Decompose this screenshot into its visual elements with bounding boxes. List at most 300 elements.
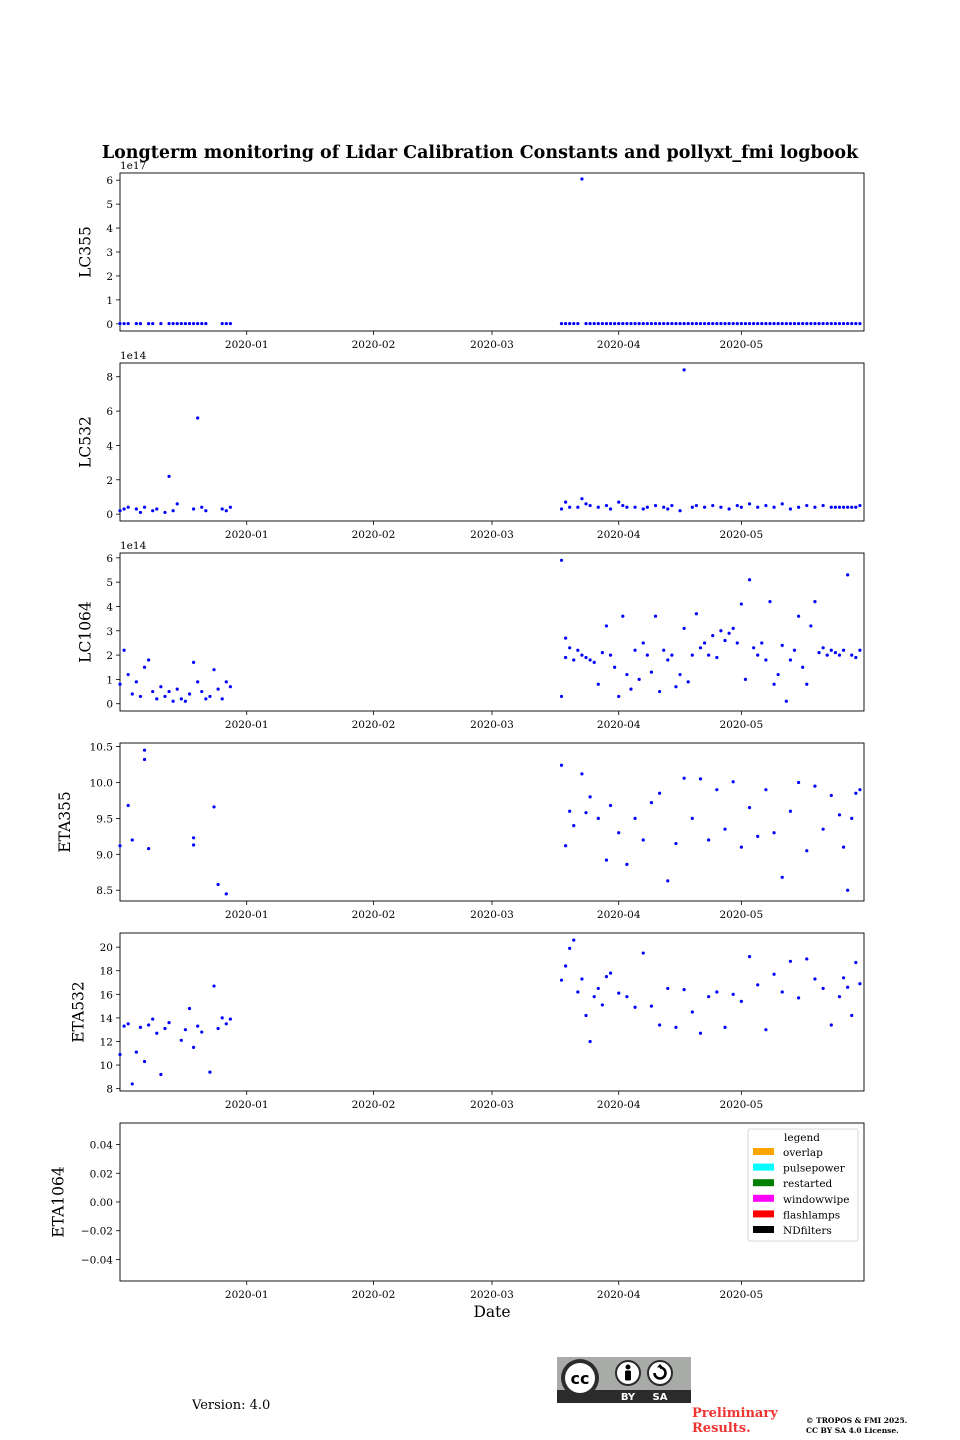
data-point — [683, 777, 686, 780]
x-tick-label: 2020-03 — [470, 339, 514, 351]
data-point — [793, 322, 796, 325]
data-point — [212, 805, 215, 808]
data-point — [650, 671, 653, 674]
data-point — [609, 971, 612, 974]
data-point — [838, 813, 841, 816]
data-point — [809, 322, 812, 325]
data-point — [662, 322, 665, 325]
data-point — [118, 844, 121, 847]
data-point — [229, 1017, 232, 1020]
data-point — [842, 846, 845, 849]
data-point — [666, 879, 669, 882]
data-point — [805, 849, 808, 852]
legend-label-pulsepower: pulsepower — [783, 1162, 845, 1175]
legend-title: legend — [784, 1132, 820, 1144]
data-point — [838, 995, 841, 998]
data-point — [642, 951, 645, 954]
data-point — [822, 646, 825, 649]
data-point — [768, 322, 771, 325]
data-point — [740, 322, 743, 325]
data-point — [617, 695, 620, 698]
data-point — [584, 322, 587, 325]
y-tick-label: 3 — [106, 247, 113, 259]
data-point — [617, 322, 620, 325]
data-point — [772, 831, 775, 834]
data-point — [572, 938, 575, 941]
data-point — [597, 817, 600, 820]
panel-lc355 — [76, 160, 864, 351]
data-point — [229, 685, 232, 688]
data-point — [699, 322, 702, 325]
data-point — [842, 322, 845, 325]
data-point — [147, 847, 150, 850]
data-point — [601, 651, 604, 654]
data-point — [850, 1014, 853, 1017]
data-point — [764, 504, 767, 507]
data-point — [789, 658, 792, 661]
data-point — [740, 1000, 743, 1003]
data-point — [576, 990, 579, 993]
data-point — [593, 661, 596, 664]
data-point — [756, 322, 759, 325]
data-point — [167, 1021, 170, 1024]
data-point — [564, 656, 567, 659]
data-point — [617, 501, 620, 504]
data-point — [846, 506, 849, 509]
copyright-note — [806, 1416, 907, 1436]
data-point — [625, 673, 628, 676]
data-point — [650, 322, 653, 325]
data-point — [229, 506, 232, 509]
data-point — [176, 502, 179, 505]
data-point — [633, 649, 636, 652]
plot-frame — [120, 933, 864, 1091]
data-point — [748, 578, 751, 581]
data-point — [674, 322, 677, 325]
data-point — [188, 692, 191, 695]
data-point — [151, 322, 154, 325]
legend-label-flashlamps: flashlamps — [783, 1209, 841, 1222]
data-point — [221, 322, 224, 325]
data-point — [184, 322, 187, 325]
data-point — [752, 322, 755, 325]
data-point — [633, 817, 636, 820]
data-point — [711, 322, 714, 325]
x-tick-label: 2020-01 — [224, 909, 269, 921]
data-point — [609, 322, 612, 325]
data-point — [777, 322, 780, 325]
data-point — [703, 641, 706, 644]
data-point — [687, 322, 690, 325]
plot-frame — [120, 173, 864, 331]
data-point — [670, 322, 673, 325]
y-tick-label: 0.04 — [89, 1139, 113, 1152]
y-tick-label: 1 — [106, 294, 113, 307]
data-point — [854, 322, 857, 325]
data-point — [584, 502, 587, 505]
x-tick-label: 2020-03 — [470, 1099, 514, 1111]
x-tick-label: 2020-05 — [719, 529, 764, 541]
data-point — [813, 322, 816, 325]
data-point — [658, 792, 661, 795]
data-point — [638, 322, 641, 325]
data-point — [196, 416, 199, 419]
data-point — [589, 504, 592, 507]
data-point — [723, 828, 726, 831]
data-point — [732, 627, 735, 630]
data-point — [748, 955, 751, 958]
data-point — [564, 964, 567, 967]
data-point — [127, 673, 130, 676]
y-tick-label: 0.02 — [89, 1168, 113, 1181]
data-point — [135, 1050, 138, 1053]
data-point — [834, 506, 837, 509]
x-tick-label: 2020-04 — [596, 719, 641, 731]
data-point — [727, 632, 730, 635]
y-tick-label: 10.0 — [89, 777, 113, 790]
data-point — [797, 996, 800, 999]
x-tick-label: 2020-03 — [470, 719, 514, 731]
x-tick-label: 2020-01 — [224, 1289, 269, 1301]
data-point — [707, 322, 710, 325]
data-point — [609, 804, 612, 807]
data-point — [584, 811, 587, 814]
data-point — [176, 688, 179, 691]
data-point — [658, 690, 661, 693]
data-point — [654, 615, 657, 618]
panel-lc1064 — [76, 540, 864, 731]
data-point — [597, 322, 600, 325]
data-point — [752, 646, 755, 649]
data-point — [830, 1023, 833, 1026]
data-point — [858, 982, 861, 985]
data-point — [760, 322, 763, 325]
data-point — [719, 506, 722, 509]
data-point — [184, 1028, 187, 1031]
data-point — [204, 322, 207, 325]
data-point — [777, 673, 780, 676]
data-point — [719, 629, 722, 632]
data-point — [695, 612, 698, 615]
data-point — [122, 322, 125, 325]
y-tick-label: 10 — [99, 1060, 113, 1073]
sa-label: SA — [652, 1392, 668, 1403]
data-point — [613, 322, 616, 325]
y-axis-label: ETA532 — [69, 981, 88, 1043]
panel-lc532 — [76, 350, 864, 541]
data-point — [691, 817, 694, 820]
data-point — [642, 838, 645, 841]
data-point — [666, 322, 669, 325]
copyright-line-1: © TROPOS & FMI 2025. — [806, 1416, 908, 1425]
x-tick-label: 2020-02 — [351, 1289, 396, 1301]
data-point — [151, 1017, 154, 1020]
data-point — [572, 824, 575, 827]
y-tick-label: 4 — [106, 223, 113, 236]
data-point — [192, 836, 195, 839]
data-point — [826, 653, 829, 656]
y-tick-label: 0.00 — [89, 1197, 113, 1209]
data-point — [143, 749, 146, 752]
data-point — [192, 507, 195, 510]
data-point — [674, 1026, 677, 1029]
legend-label-windowwipe: windowwipe — [783, 1193, 850, 1206]
data-point — [707, 653, 710, 656]
data-point — [172, 322, 175, 325]
y-tick-label: 8.5 — [96, 885, 113, 898]
y-axis-label: LC532 — [76, 416, 95, 468]
y-offset-text: 1e14 — [120, 350, 147, 362]
panel-eta532 — [70, 933, 864, 1111]
x-tick-label: 2020-04 — [596, 529, 641, 541]
data-point — [838, 653, 841, 656]
data-point — [797, 615, 800, 618]
data-point — [139, 322, 142, 325]
data-point — [605, 858, 608, 861]
data-point — [131, 1082, 134, 1085]
data-point — [826, 322, 829, 325]
data-point — [229, 322, 232, 325]
data-point — [813, 977, 816, 980]
data-point — [625, 995, 628, 998]
data-point — [858, 649, 861, 652]
data-point — [662, 649, 665, 652]
data-point — [617, 992, 620, 995]
data-point — [834, 651, 837, 654]
x-tick-label: 2020-02 — [351, 1099, 396, 1111]
data-point — [629, 688, 632, 691]
legend-swatch-pulsepower — [753, 1164, 774, 1171]
cc-license-badge — [557, 1357, 691, 1403]
data-point — [621, 322, 624, 325]
data-point — [589, 658, 592, 661]
data-point — [593, 322, 596, 325]
data-point — [674, 842, 677, 845]
x-tick-label: 2020-02 — [351, 909, 396, 921]
data-point — [723, 639, 726, 642]
data-point — [711, 634, 714, 637]
y-tick-label: 6 — [106, 175, 113, 188]
data-point — [597, 506, 600, 509]
x-tick-label: 2020-05 — [719, 1099, 764, 1111]
legend-swatch-windowwipe — [753, 1195, 774, 1202]
data-point — [196, 1025, 199, 1028]
data-point — [163, 1027, 166, 1030]
data-point — [564, 636, 567, 639]
y-tick-label: 8 — [106, 1083, 113, 1096]
data-point — [613, 666, 616, 669]
data-point — [155, 697, 158, 700]
data-point — [646, 506, 649, 509]
data-point — [180, 697, 183, 700]
data-point — [703, 506, 706, 509]
y-tick-label: 10.5 — [89, 741, 113, 754]
y-axis-label: LC1064 — [76, 601, 95, 663]
x-tick-label: 2020-01 — [224, 339, 269, 351]
data-point — [147, 322, 150, 325]
data-point — [118, 1053, 121, 1056]
data-point — [192, 661, 195, 664]
x-tick-label: 2020-02 — [351, 719, 396, 731]
data-point — [723, 322, 726, 325]
data-point — [683, 368, 686, 371]
data-point — [184, 700, 187, 703]
data-point — [147, 1023, 150, 1026]
data-point — [666, 987, 669, 990]
data-point — [813, 506, 816, 509]
data-point — [127, 506, 130, 509]
data-point — [650, 801, 653, 804]
x-tick-label: 2020-01 — [224, 1099, 269, 1111]
data-point — [654, 504, 657, 507]
y-tick-label: 18 — [99, 965, 113, 978]
data-point — [789, 960, 792, 963]
data-point — [192, 843, 195, 846]
data-point — [564, 844, 567, 847]
data-point — [830, 649, 833, 652]
data-point — [172, 700, 175, 703]
data-point — [662, 506, 665, 509]
data-point — [744, 322, 747, 325]
y-tick-label: 1 — [106, 674, 113, 687]
data-point — [151, 690, 154, 693]
legend-label-overlap: overlap — [783, 1147, 823, 1159]
data-point — [572, 322, 575, 325]
share-alike-icon — [648, 1361, 672, 1385]
preliminary-line-2: Results. — [692, 1421, 751, 1436]
data-point — [192, 1046, 195, 1049]
panel-eta1064 — [50, 1123, 865, 1301]
y-tick-label: 5 — [106, 199, 113, 212]
legend-swatch-restarted — [753, 1179, 774, 1186]
x-tick-label: 2020-05 — [719, 1289, 764, 1301]
data-point — [789, 810, 792, 813]
data-point — [822, 828, 825, 831]
data-point — [122, 1025, 125, 1028]
data-point — [830, 322, 833, 325]
data-point — [196, 680, 199, 683]
data-point — [597, 987, 600, 990]
data-point — [838, 322, 841, 325]
data-point — [854, 506, 857, 509]
data-point — [118, 322, 121, 325]
chart-title: Longterm monitoring of Lidar Calibration Constants and pollyxt_fmi logbook — [101, 143, 859, 163]
x-tick-label: 2020-01 — [224, 529, 269, 541]
data-point — [756, 983, 759, 986]
data-point — [131, 838, 134, 841]
y-tick-label: 4 — [106, 601, 113, 614]
data-point — [695, 322, 698, 325]
data-point — [858, 322, 861, 325]
data-point — [225, 509, 228, 512]
data-point — [221, 507, 224, 510]
data-point — [678, 673, 681, 676]
y-tick-label: 3 — [106, 625, 113, 638]
data-point — [589, 795, 592, 798]
data-point — [601, 1003, 604, 1006]
y-tick-label: 12 — [99, 1036, 113, 1049]
y-tick-label: 0 — [106, 509, 113, 522]
y-tick-label: 6 — [106, 552, 113, 565]
data-point — [740, 506, 743, 509]
x-tick-label: 2020-03 — [470, 1289, 514, 1301]
data-point — [683, 988, 686, 991]
data-point — [601, 322, 604, 325]
data-point — [858, 504, 861, 507]
data-point — [740, 602, 743, 605]
data-point — [797, 781, 800, 784]
data-point — [646, 653, 649, 656]
data-point — [621, 615, 624, 618]
data-point — [850, 817, 853, 820]
data-point — [225, 322, 228, 325]
data-point — [772, 506, 775, 509]
data-point — [850, 506, 853, 509]
data-point — [560, 322, 563, 325]
data-point — [167, 322, 170, 325]
data-point — [691, 1010, 694, 1013]
data-point — [772, 973, 775, 976]
data-point — [609, 653, 612, 656]
data-point — [127, 804, 130, 807]
data-point — [711, 504, 714, 507]
data-point — [122, 507, 125, 510]
data-point — [817, 322, 820, 325]
data-point — [625, 322, 628, 325]
data-point — [159, 1073, 162, 1076]
data-point — [139, 511, 142, 514]
legend-label-ndfilters: NDfilters — [783, 1225, 832, 1237]
data-point — [560, 507, 563, 510]
data-point — [678, 322, 681, 325]
data-point — [568, 947, 571, 950]
data-point — [674, 685, 677, 688]
cc-label: cc — [570, 1369, 590, 1388]
panels — [50, 160, 865, 1301]
data-point — [715, 990, 718, 993]
data-point — [593, 995, 596, 998]
data-point — [683, 322, 686, 325]
data-point — [159, 322, 162, 325]
data-point — [854, 656, 857, 659]
data-point — [666, 507, 669, 510]
data-point — [568, 322, 571, 325]
data-point — [781, 644, 784, 647]
data-point — [572, 658, 575, 661]
data-point — [617, 831, 620, 834]
data-point — [217, 883, 220, 886]
legend-swatch-overlap — [753, 1148, 774, 1155]
plot-frame — [120, 363, 864, 521]
preliminary-results-note — [692, 1406, 778, 1436]
data-point — [772, 322, 775, 325]
data-point — [621, 504, 624, 507]
data-point — [797, 322, 800, 325]
data-point — [850, 322, 853, 325]
data-point — [854, 961, 857, 964]
copyright-line-2: CC BY SA 4.0 License. — [806, 1426, 899, 1435]
y-tick-label: 0 — [106, 318, 113, 331]
data-point — [781, 502, 784, 505]
data-point — [789, 507, 792, 510]
y-axis-label: LC355 — [76, 226, 95, 278]
data-point — [740, 846, 743, 849]
x-tick-label: 2020-05 — [719, 909, 764, 921]
data-point — [127, 322, 130, 325]
data-point — [642, 641, 645, 644]
data-point — [699, 777, 702, 780]
data-point — [605, 504, 608, 507]
